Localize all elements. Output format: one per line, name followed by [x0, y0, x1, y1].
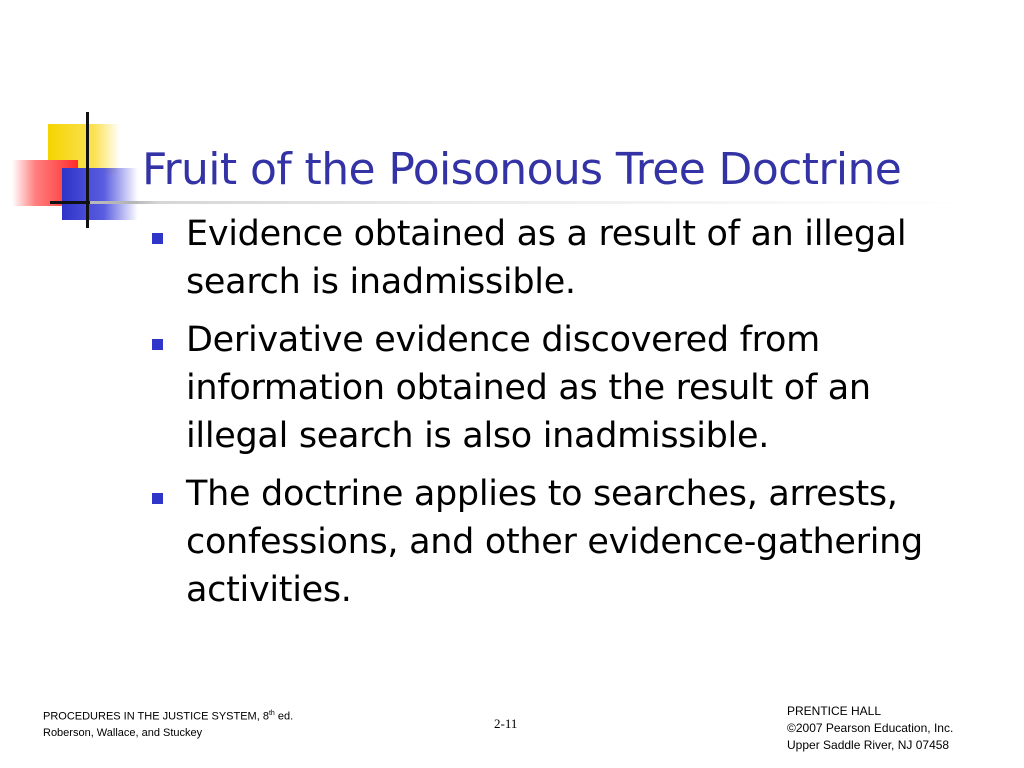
bullet-text: Derivative evidence discovered from information obtained as the result of an illegal search is also inadmissible.	[186, 320, 871, 456]
footer-publisher-name: PRENTICE HALL	[787, 704, 882, 718]
footer-address: Upper Saddle River, NJ 07458	[787, 738, 950, 752]
bullet-text: The doctrine applies to searches, arrests, confessions, and other evidence-gathering activities.	[186, 474, 923, 610]
footer-authors: Roberson, Wallace, and Stuckey	[43, 726, 203, 739]
vertical-rule	[86, 112, 89, 228]
square-bullet-icon	[152, 493, 163, 504]
square-bullet-icon	[152, 233, 163, 244]
footer-edition-superscript: th	[268, 710, 275, 717]
square-bullet-icon	[152, 339, 163, 350]
slide-title: Fruit of the Poisonous Tree Doctrine	[142, 144, 902, 195]
footer-book-info	[43, 706, 293, 741]
footer-book-title	[43, 706, 293, 725]
bullet-item	[148, 316, 948, 460]
color-blocks-logo-icon	[0, 0, 150, 240]
bullet-text: Evidence obtained as a result of an illegal search is inadmissible.	[186, 214, 907, 302]
footer-edition-suffix: ed.	[274, 710, 294, 723]
bullet-item	[148, 210, 948, 306]
title-underline	[90, 201, 970, 204]
page-number: 2-11	[494, 716, 518, 731]
blue-block	[62, 168, 138, 220]
bullet-item	[148, 470, 948, 614]
footer-publisher	[787, 703, 953, 754]
footer-copyright: ©2007 Pearson Education, Inc.	[787, 721, 954, 735]
footer-book-title-main: PROCEDURES IN THE JUSTICE SYSTEM, 8	[43, 710, 269, 723]
bullet-list	[148, 210, 948, 624]
